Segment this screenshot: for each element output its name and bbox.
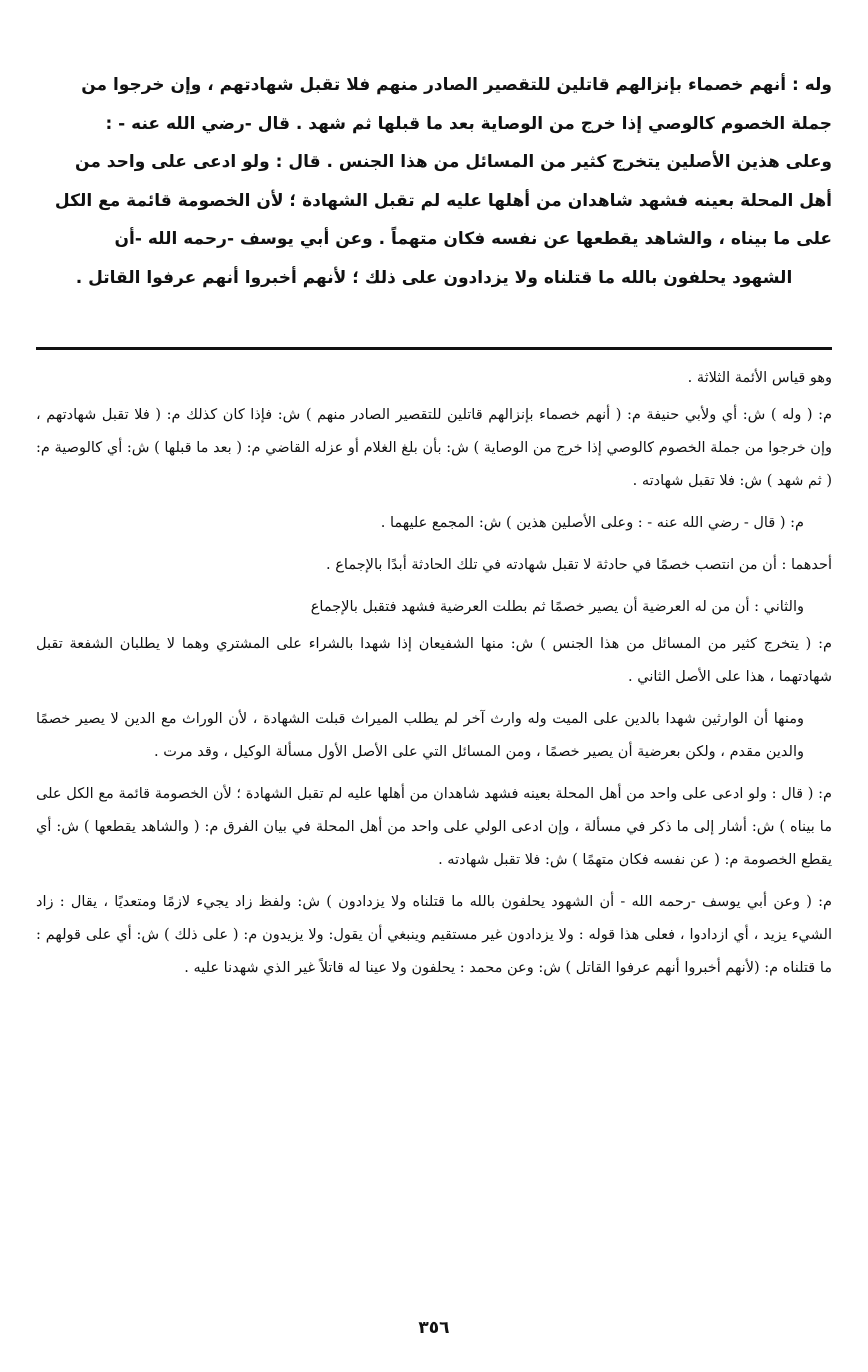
- commentary-paragraph: م: ( وعن أبي يوسف -رحمه الله - أن الشهود يحلفون بالله ما قتلناه ولا يزدادون ) ش: ولفظ زاد يجيء لازمًا ومتعديًا ، يقال : زاد الشيء يزيد ، أي ازدادوا ، فعلى هذا قوله : ولا يزدادون غير مستقيم وينبغي أن يقول: ولا يزيدون م: ( على ذلك ) ش: أي على قولهم : ما قتلناه م: (لأنهم أخبروا أنهم عرفوا القاتل ) ش: وعن محمد : يحلفون ولا عينا له قاتلاً غير الذي شهدنا عليه .: [36, 894, 832, 976]
- commentary-paragraph: أحدهما : أن من انتصب خصمًا في حادثة لا تقبل شهادته في تلك الحادثة أبدًا بالإجماع .: [326, 557, 832, 573]
- commentary-paragraph: والثاني : أن من له العرضية أن يصير خصمًا ثم بطلت العرضية فشهد فتقبل بالإجماع: [310, 599, 804, 615]
- section-divider: [36, 347, 832, 350]
- main-text-line: وله : أنهم خصماء بإنزالهم قاتلين للتقصير الصادر منهم فلا تقبل شهادتهم ، وإن خرجوا من: [81, 75, 832, 95]
- main-text-block: [36, 66, 832, 297]
- commentary-paragraph: ومنها أن الوارثين شهدا بالدين على الميت وله وارث آخر لم يطلب الميراث قبلت الشهادة ، لأن الوراث مع الدين لا يصير خصمًا والدين مقدم ، ولكن بعرضية أن يصير خصمًا ، ومن المسائل التي على الأصل الأول مسألة الوكيل ، وقد مرت .: [36, 711, 804, 760]
- main-text-line: جملة الخصوم كالوصي إذا خرج من الوصاية بعد ما قبلها ثم شهد . قال -رضي الله عنه - :: [105, 113, 832, 134]
- commentary-paragraph: وهو قياس الأئمة الثلاثة .: [687, 370, 832, 386]
- main-text-line: أهل المحلة بعينه فشهد شاهدان من أهلها عليه لم تقبل الشهادة ؛ لأن الخصومة قائمة مع الكل: [54, 190, 832, 211]
- commentary-paragraph: م: ( قال : ولو ادعى على واحد من أهل المحلة بعينه فشهد شاهدان من أهلها عليه لم تقبل الشهادة ؛ لأن الخصومة قائمة مع الكل على ما بيناه ) ش: أشار إلى ما ذكر في مسألة ، وإن ادعى الولي على واحد من أهل المحلة في بيان الفرق م: ( والشاهد يقطعها ) ش: أي يقطع الخصومة م: ( عن نفسه فكان متهمًا ) ش: فلا تقبل شهادته .: [36, 786, 832, 868]
- commentary-paragraph: م: ( قال - رضي الله عنه - : وعلى الأصلين هذين ) ش: المجمع عليهما .: [380, 515, 804, 531]
- page-number: ٣٥٦: [418, 1318, 450, 1338]
- commentary-paragraph: م: ( وله ) ش: أي ولأبي حنيفة م: ( أنهم خصماء بإنزالهم قاتلين للتقصير الصادر منهم ) ش: فإذا كان كذلك م: ( فلا تقبل شهادتهم ، وإن خرجوا من جملة الخصوم كالوصي إذا خرج من الوصاية ) ش: بأن بلغ الغلام أو عزله القاضي م: ( بعد ما قبلها ) ش: أي كالوصية م: ( ثم شهد ) ش: فلا تقبل شهادته .: [36, 407, 832, 489]
- main-text-line: على ما بيناه ، والشاهد يقطعها عن نفسه فكان متهماً . وعن أبي يوسف -رحمه الله -أن: [114, 229, 832, 249]
- book-page: [36, 66, 832, 1372]
- main-text-line: الشهود يحلفون بالله ما قتلناه ولا يزدادون على ذلك ؛ لأنهم أخبروا أنهم عرفوا القاتل .: [75, 267, 793, 288]
- commentary-block: [36, 362, 832, 994]
- commentary-paragraph: م: ( يتخرج كثير من المسائل من هذا الجنس ) ش: منها الشفيعان إذا شهدا بالشراء على المشتري وهما لا يطلبان الشفعة تقبل شهادتهما ، هذا على الأصل الثاني .: [36, 636, 832, 685]
- main-text-line: وعلى هذين الأصلين يتخرج كثير من المسائل من هذا الجنس . قال : ولو ادعى على واحد من: [75, 152, 832, 172]
